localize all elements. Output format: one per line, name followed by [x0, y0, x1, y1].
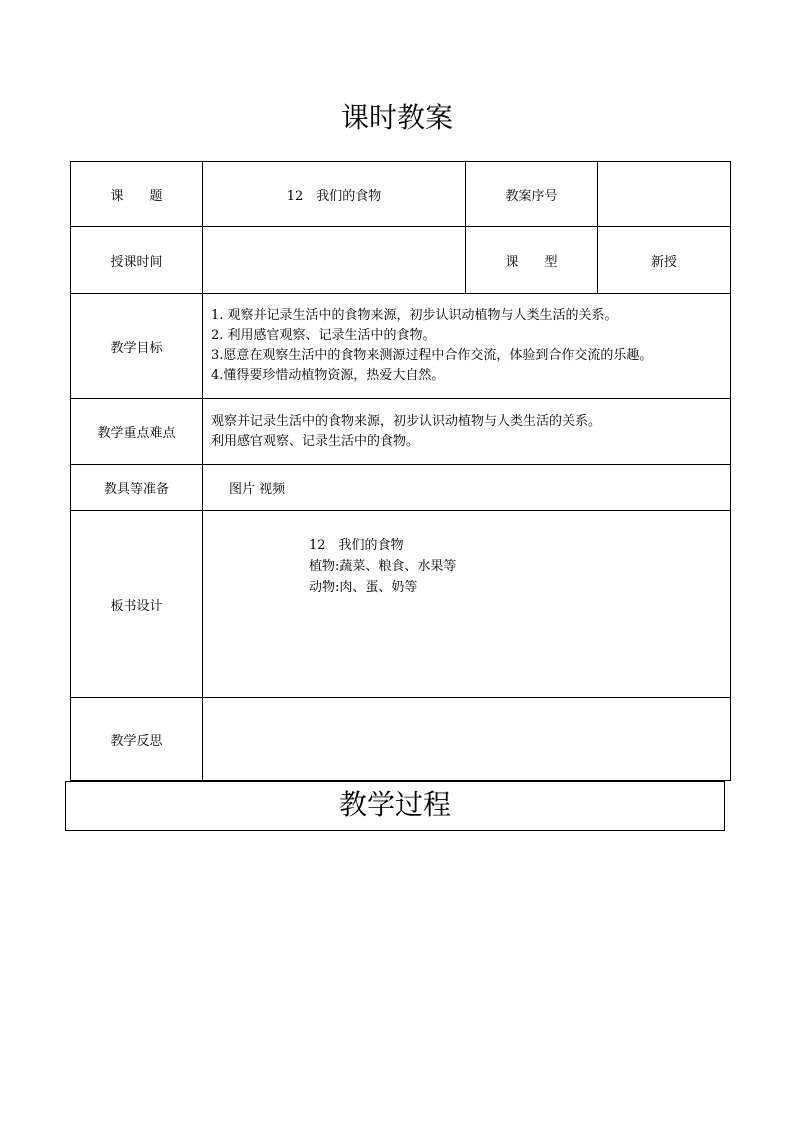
prep-label: 教具等准备 — [103, 482, 169, 497]
seq-label: 教案序号 — [505, 188, 558, 204]
key-value-cell — [203, 399, 731, 465]
board-value-cell — [203, 511, 731, 698]
prep-label-cell — [71, 465, 203, 511]
goal-item: 2. 利用感官观察、记录生活中的食物。 — [211, 328, 436, 343]
row-reflection — [71, 698, 731, 781]
lesson-plan-table — [70, 161, 731, 781]
reflect-label-cell — [71, 698, 203, 781]
board-label-cell — [71, 511, 203, 698]
goals-label: 教学目标 — [110, 340, 163, 356]
row-prep — [71, 465, 731, 511]
goals-value-cell — [203, 294, 731, 399]
board-line: 12 我们的食物 — [309, 538, 404, 553]
page-title: 课时教案 — [340, 101, 453, 134]
goal-item: 1. 观察并记录生活中的食物来源，初步认识动植物与人类生活的关系。 — [211, 308, 618, 323]
reflect-value-cell — [203, 698, 731, 781]
time-label-cell — [71, 227, 203, 294]
reflect-label: 教学反思 — [110, 733, 163, 749]
topic-label: 课 题 — [110, 188, 163, 204]
topic-label-cell — [71, 162, 203, 227]
prep-value-cell — [203, 465, 731, 511]
type-label: 课 型 — [505, 254, 558, 270]
goals-label-cell — [71, 294, 203, 399]
row-board — [71, 511, 731, 698]
process-section-title: 教学过程 — [65, 781, 725, 831]
goal-item: 3.愿意在观察生活中的食物来测源过程中合作交流，体验到合作交流的乐趣。 — [211, 348, 653, 363]
row-key-points — [71, 399, 731, 465]
topic-value: 12 我们的食物 — [286, 188, 382, 204]
key-label-cell — [71, 399, 203, 465]
type-label-cell — [466, 227, 598, 294]
row-time — [71, 227, 731, 294]
board-line: 植物:蔬菜、粮食、水果等 — [309, 559, 457, 574]
goal-item: 4.懂得要珍惜动植物资源，热爱大自然。 — [211, 368, 445, 383]
topic-value-cell — [203, 162, 466, 227]
type-value: 新授 — [650, 254, 677, 270]
time-value-cell — [203, 227, 466, 294]
board-label: 板书设计 — [110, 598, 163, 614]
board-line: 动物:肉、蛋、奶等 — [309, 580, 418, 595]
row-goals — [71, 294, 731, 399]
time-label: 授课时间 — [110, 254, 163, 270]
type-value-cell — [598, 227, 731, 294]
key-point-item: 利用感官观察、记录生活中的食物。 — [211, 433, 420, 449]
seq-label-cell — [466, 162, 598, 227]
row-topic — [71, 162, 731, 227]
seq-value-cell — [598, 162, 731, 227]
key-label: 教学重点难点 — [97, 426, 176, 441]
key-point-item: 观察并记录生活中的食物来源，初步认识动植物与人类生活的关系。 — [211, 413, 602, 429]
prep-value: 图片 视频 — [229, 482, 286, 497]
